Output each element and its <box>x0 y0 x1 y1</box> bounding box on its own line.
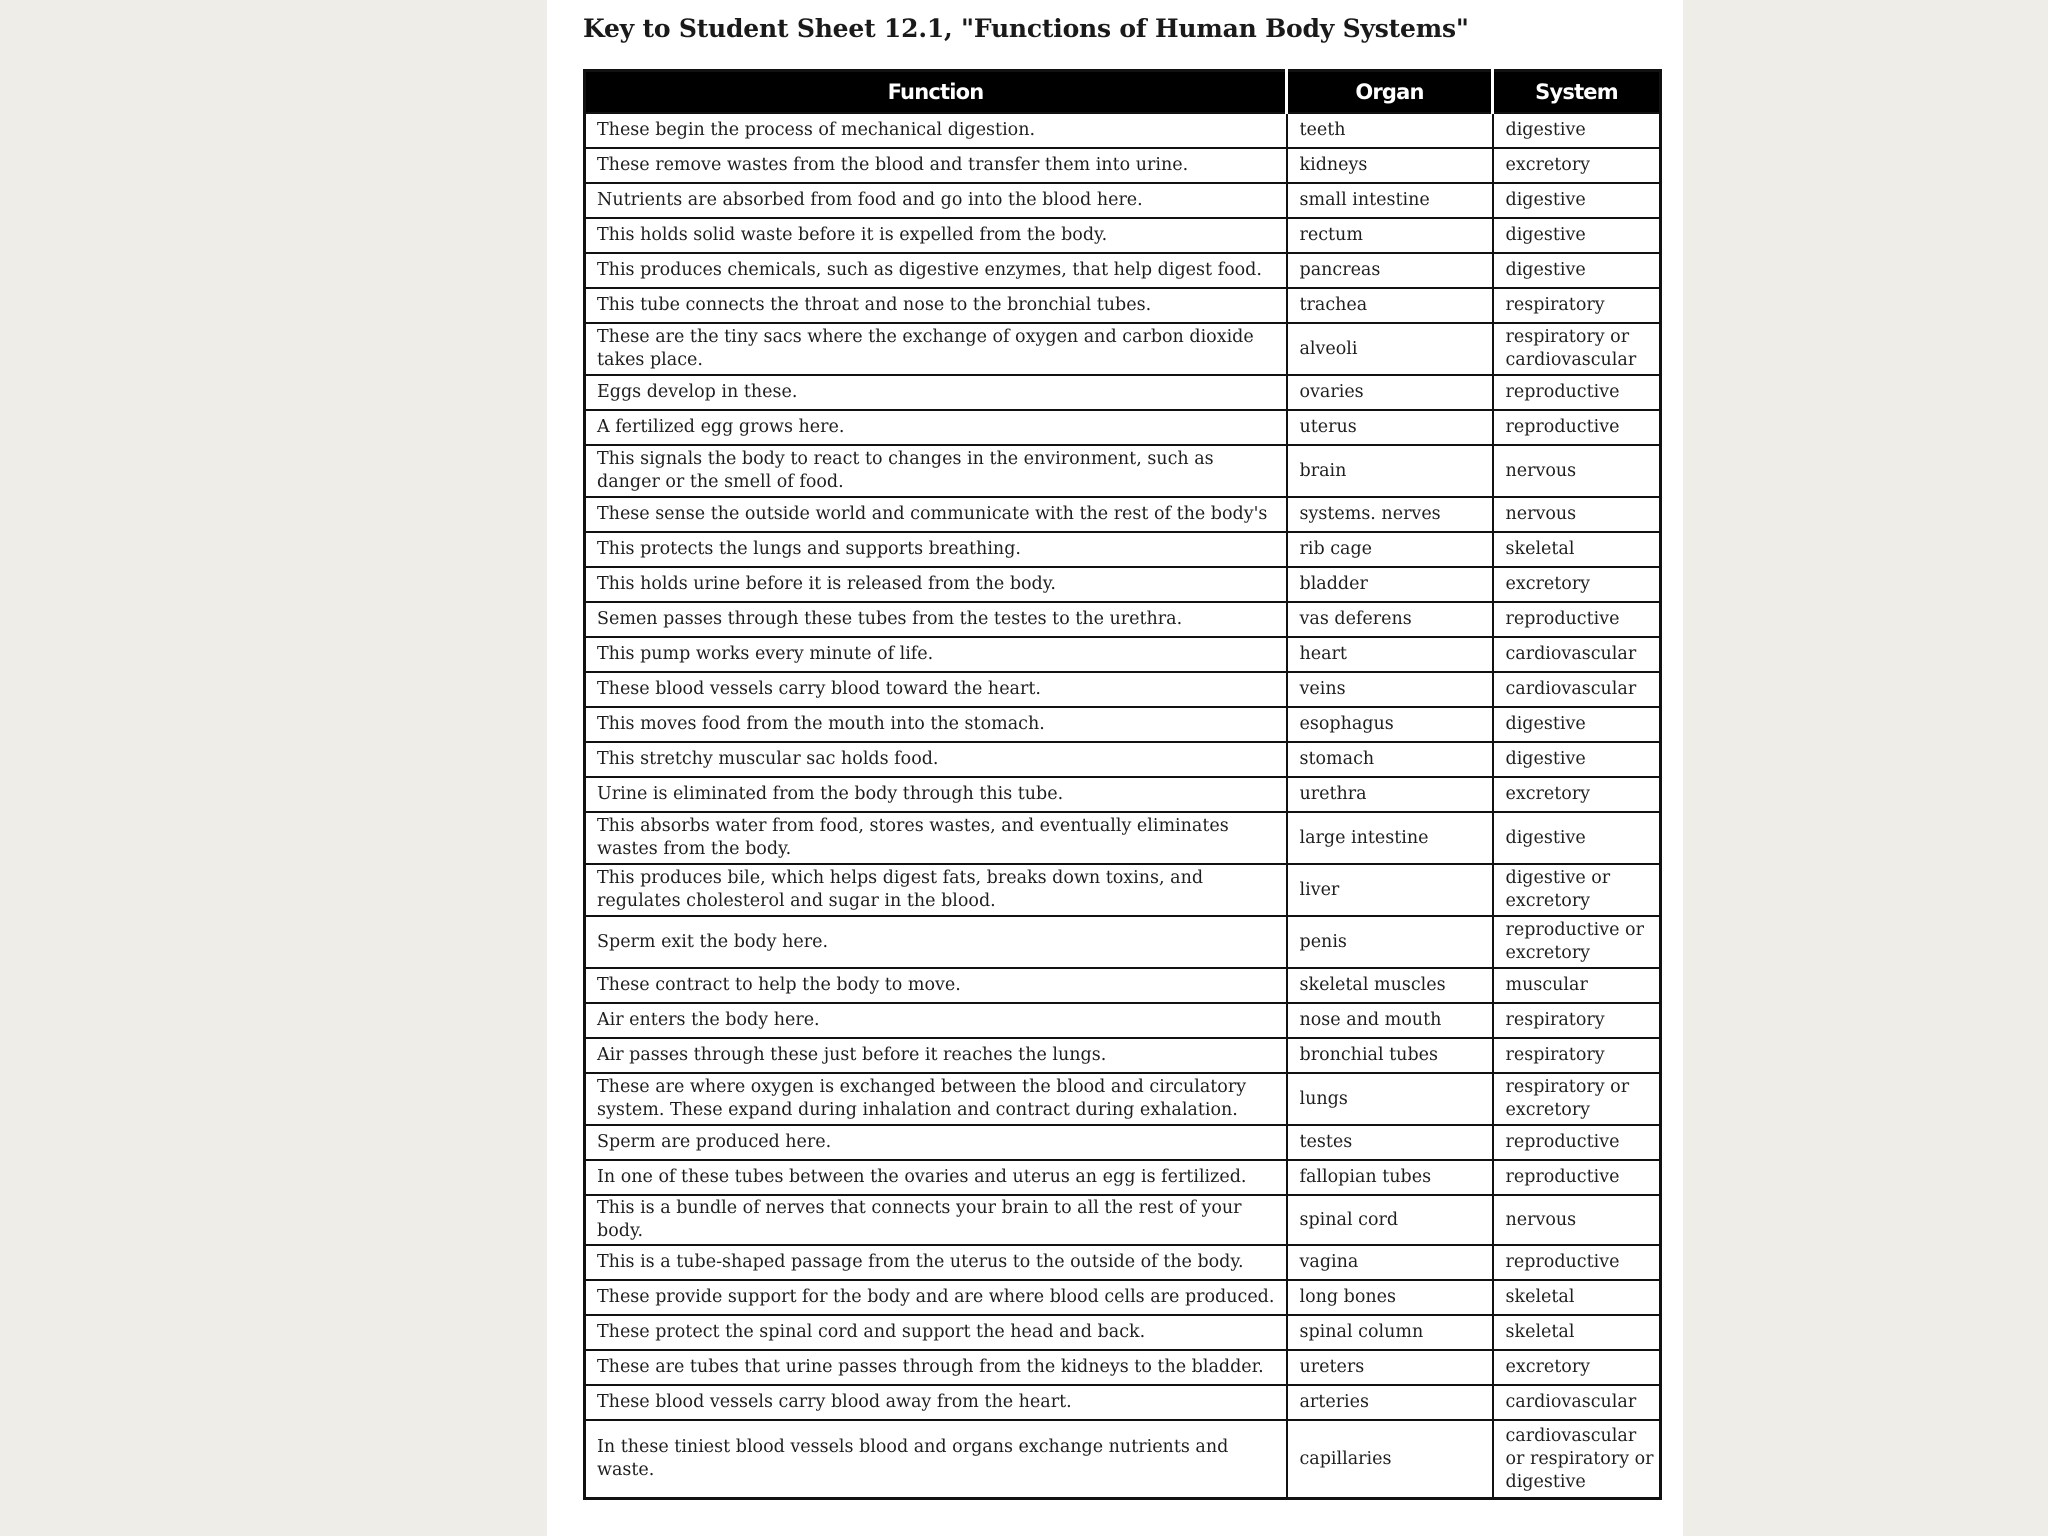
system-cell: excretory <box>1493 567 1661 602</box>
function-cell: These are tubes that urine passes through from the kidneys to the bladder. <box>585 1350 1287 1385</box>
system-cell: respiratory or cardiovascular <box>1493 323 1661 375</box>
table-row <box>585 812 1661 864</box>
table-row <box>585 968 1661 1003</box>
table-row <box>585 1245 1661 1280</box>
table-row <box>585 497 1661 532</box>
function-cell: This moves food from the mouth into the stomach. <box>585 707 1287 742</box>
function-column-header: Function <box>585 71 1287 114</box>
function-cell: In one of these tubes between the ovaries and uterus an egg is fertilized. <box>585 1160 1287 1195</box>
function-cell: These sense the outside world and communicate with the rest of the body's <box>585 497 1287 532</box>
organ-cell: skeletal muscles <box>1287 968 1493 1003</box>
organ-cell: veins <box>1287 672 1493 707</box>
function-cell: This signals the body to react to changes in the environment, such as danger or the smell of food. <box>585 445 1287 497</box>
function-cell: These blood vessels carry blood toward the heart. <box>585 672 1287 707</box>
system-cell: digestive <box>1493 253 1661 288</box>
table-header-row <box>585 71 1661 114</box>
table-row <box>585 375 1661 410</box>
function-cell: This produces bile, which helps digest fats, breaks down toxins, and regulates cholesterol and sugar in the blood. <box>585 864 1287 916</box>
system-cell: reproductive <box>1493 1245 1661 1280</box>
table-row <box>585 1350 1661 1385</box>
organ-cell: trachea <box>1287 288 1493 323</box>
system-cell: cardiovascular or respiratory or digestive <box>1493 1420 1661 1499</box>
system-cell: digestive <box>1493 742 1661 777</box>
table-row <box>585 218 1661 253</box>
function-cell: These are the tiny sacs where the exchange of oxygen and carbon dioxide takes place. <box>585 323 1287 375</box>
organ-cell: lungs <box>1287 1073 1493 1125</box>
system-cell: excretory <box>1493 777 1661 812</box>
system-cell: reproductive or excretory <box>1493 916 1661 968</box>
system-cell: cardiovascular <box>1493 1385 1661 1420</box>
organ-cell: uterus <box>1287 410 1493 445</box>
page-title: Key to Student Sheet 12.1, "Functions of Human Body Systems" <box>583 14 1469 43</box>
organ-cell: alveoli <box>1287 323 1493 375</box>
function-cell: This is a bundle of nerves that connects your brain to all the rest of your body. <box>585 1195 1287 1245</box>
document-page <box>547 0 1683 1536</box>
table-row <box>585 916 1661 968</box>
table-row <box>585 1038 1661 1073</box>
table-row <box>585 1195 1661 1245</box>
function-cell: This holds solid waste before it is expelled from the body. <box>585 218 1287 253</box>
system-cell: excretory <box>1493 148 1661 183</box>
table-row <box>585 288 1661 323</box>
function-cell: This holds urine before it is released from the body. <box>585 567 1287 602</box>
organ-cell: nose and mouth <box>1287 1003 1493 1038</box>
system-cell: reproductive <box>1493 375 1661 410</box>
function-cell: In these tiniest blood vessels blood and organs exchange nutrients and waste. <box>585 1420 1287 1499</box>
organ-cell: bladder <box>1287 567 1493 602</box>
organ-cell: rectum <box>1287 218 1493 253</box>
organ-cell: ovaries <box>1287 375 1493 410</box>
table-row <box>585 323 1661 375</box>
table-row <box>585 410 1661 445</box>
function-cell: These remove wastes from the blood and transfer them into urine. <box>585 148 1287 183</box>
function-cell: This tube connects the throat and nose to the bronchial tubes. <box>585 288 1287 323</box>
organ-cell: penis <box>1287 916 1493 968</box>
body-systems-table <box>583 69 1662 1500</box>
function-cell: This stretchy muscular sac holds food. <box>585 742 1287 777</box>
table-row <box>585 113 1661 148</box>
function-cell: These protect the spinal cord and support the head and back. <box>585 1315 1287 1350</box>
table-row <box>585 672 1661 707</box>
organ-cell: small intestine <box>1287 183 1493 218</box>
system-cell: respiratory <box>1493 1003 1661 1038</box>
system-cell: respiratory <box>1493 1038 1661 1073</box>
function-cell: This is a tube-shaped passage from the uterus to the outside of the body. <box>585 1245 1287 1280</box>
table-row <box>585 532 1661 567</box>
table-row <box>585 707 1661 742</box>
organ-column-header: Organ <box>1287 71 1493 114</box>
function-cell: Air passes through these just before it reaches the lungs. <box>585 1038 1287 1073</box>
function-cell: These are where oxygen is exchanged between the blood and circulatory system. These expand during inhalation and contract during exhalation. <box>585 1073 1287 1125</box>
system-cell: skeletal <box>1493 532 1661 567</box>
function-cell: Sperm exit the body here. <box>585 916 1287 968</box>
function-cell: These provide support for the body and are where blood cells are produced. <box>585 1280 1287 1315</box>
table-row <box>585 567 1661 602</box>
organ-cell: pancreas <box>1287 253 1493 288</box>
organ-cell: kidneys <box>1287 148 1493 183</box>
organ-cell: rib cage <box>1287 532 1493 567</box>
table-row <box>585 777 1661 812</box>
organ-cell: spinal cord <box>1287 1195 1493 1245</box>
function-cell: Sperm are produced here. <box>585 1125 1287 1160</box>
table-row <box>585 1420 1661 1499</box>
table-row <box>585 1160 1661 1195</box>
table-row <box>585 864 1661 916</box>
table-row <box>585 445 1661 497</box>
function-cell: Urine is eliminated from the body through this tube. <box>585 777 1287 812</box>
system-cell: respiratory or excretory <box>1493 1073 1661 1125</box>
organ-cell: stomach <box>1287 742 1493 777</box>
system-cell: nervous <box>1493 1195 1661 1245</box>
system-cell: skeletal <box>1493 1315 1661 1350</box>
organ-cell: ureters <box>1287 1350 1493 1385</box>
table-row <box>585 1315 1661 1350</box>
function-cell: This protects the lungs and supports breathing. <box>585 532 1287 567</box>
function-cell: This absorbs water from food, stores wastes, and eventually eliminates wastes from the body. <box>585 812 1287 864</box>
organ-cell: large intestine <box>1287 812 1493 864</box>
organ-cell: testes <box>1287 1125 1493 1160</box>
system-cell: reproductive <box>1493 410 1661 445</box>
function-cell: This produces chemicals, such as digestive enzymes, that help digest food. <box>585 253 1287 288</box>
system-cell: cardiovascular <box>1493 672 1661 707</box>
table-row <box>585 1280 1661 1315</box>
system-cell: nervous <box>1493 445 1661 497</box>
system-cell: reproductive <box>1493 1160 1661 1195</box>
system-cell: excretory <box>1493 1350 1661 1385</box>
table-row <box>585 1003 1661 1038</box>
system-cell: nervous <box>1493 497 1661 532</box>
function-cell: This pump works every minute of life. <box>585 637 1287 672</box>
table-row <box>585 602 1661 637</box>
organ-cell: vas deferens <box>1287 602 1493 637</box>
function-cell: A fertilized egg grows here. <box>585 410 1287 445</box>
table-row <box>585 1385 1661 1420</box>
function-cell: These begin the process of mechanical digestion. <box>585 113 1287 148</box>
organ-cell: bronchial tubes <box>1287 1038 1493 1073</box>
table-row <box>585 742 1661 777</box>
system-cell: skeletal <box>1493 1280 1661 1315</box>
organ-cell: vagina <box>1287 1245 1493 1280</box>
system-cell: digestive <box>1493 183 1661 218</box>
function-cell: Air enters the body here. <box>585 1003 1287 1038</box>
system-cell: digestive or excretory <box>1493 864 1661 916</box>
system-cell: digestive <box>1493 812 1661 864</box>
organ-cell: spinal column <box>1287 1315 1493 1350</box>
system-cell: reproductive <box>1493 602 1661 637</box>
organ-cell: liver <box>1287 864 1493 916</box>
table-row <box>585 148 1661 183</box>
organ-cell: teeth <box>1287 113 1493 148</box>
organ-cell: capillaries <box>1287 1420 1493 1499</box>
organ-cell: heart <box>1287 637 1493 672</box>
organ-cell: urethra <box>1287 777 1493 812</box>
organ-cell: esophagus <box>1287 707 1493 742</box>
system-cell: respiratory <box>1493 288 1661 323</box>
organ-cell: brain <box>1287 445 1493 497</box>
system-cell: digestive <box>1493 707 1661 742</box>
table-row <box>585 183 1661 218</box>
table-row <box>585 1125 1661 1160</box>
system-column-header: System <box>1493 71 1661 114</box>
system-cell: digestive <box>1493 218 1661 253</box>
function-cell: These contract to help the body to move. <box>585 968 1287 1003</box>
organ-cell: arteries <box>1287 1385 1493 1420</box>
function-cell: Semen passes through these tubes from the testes to the urethra. <box>585 602 1287 637</box>
table-row <box>585 253 1661 288</box>
system-cell: digestive <box>1493 113 1661 148</box>
organ-cell: fallopian tubes <box>1287 1160 1493 1195</box>
system-cell: cardiovascular <box>1493 637 1661 672</box>
system-cell: reproductive <box>1493 1125 1661 1160</box>
organ-cell: long bones <box>1287 1280 1493 1315</box>
function-cell: These blood vessels carry blood away from the heart. <box>585 1385 1287 1420</box>
function-cell: Nutrients are absorbed from food and go into the blood here. <box>585 183 1287 218</box>
organ-cell: systems. nerves <box>1287 497 1493 532</box>
table-row <box>585 637 1661 672</box>
function-cell: Eggs develop in these. <box>585 375 1287 410</box>
system-cell: muscular <box>1493 968 1661 1003</box>
table-row <box>585 1073 1661 1125</box>
